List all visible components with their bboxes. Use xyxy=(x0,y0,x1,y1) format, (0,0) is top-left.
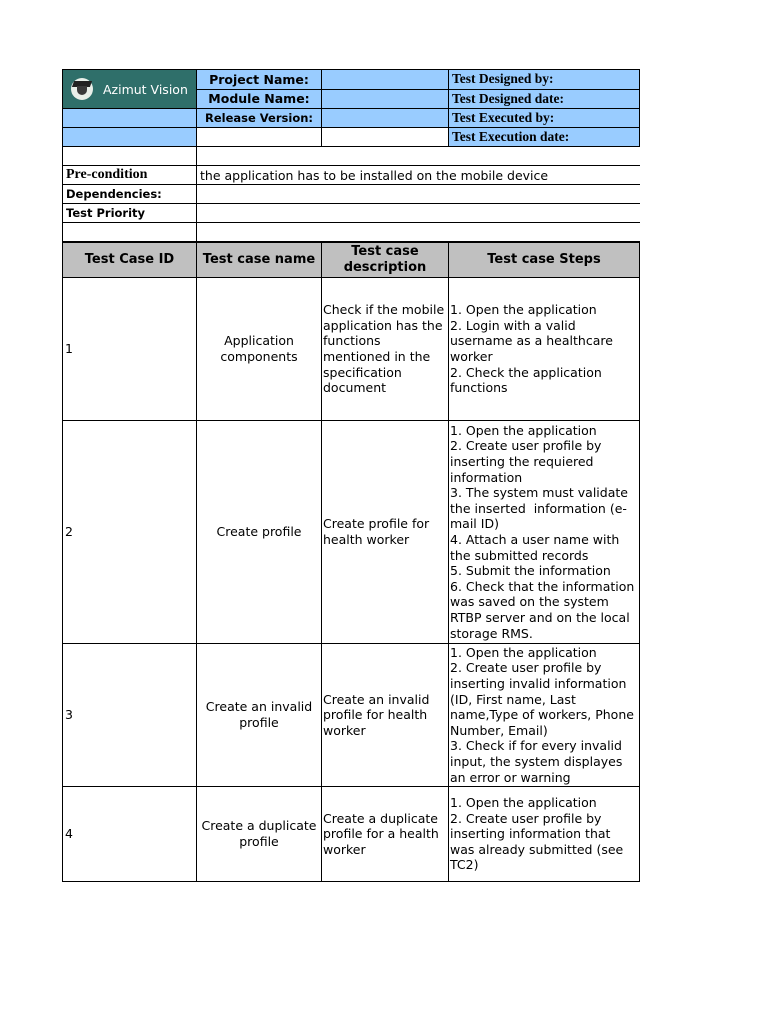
precondition-label: Pre-condition xyxy=(63,166,197,185)
empty-cell xyxy=(63,128,197,147)
test-case-description: Create an invalid profile for health worker xyxy=(322,644,449,787)
spacer-cell xyxy=(63,147,197,166)
test-case-description: Create a duplicate profile for a health worker xyxy=(322,787,449,882)
empty-cell xyxy=(197,128,322,147)
test-case-steps: 1. Open the application 2. Create user profile by inserting invalid information (ID, First name, Last name,Type of workers, Phone Number, Email) 3. Check if for every invalid input, the system displayes an error or warning xyxy=(449,644,640,787)
test-case-name: Create a duplicate profile xyxy=(197,787,322,882)
test-case-description: Create profile for health worker xyxy=(322,421,449,644)
empty-cell xyxy=(322,128,449,147)
test-executed-by-label: Test Executed by: xyxy=(449,109,640,128)
project-name-value[interactable] xyxy=(322,70,449,90)
test-case-name: Create profile xyxy=(197,421,322,644)
test-designed-date-label: Test Designed date: xyxy=(449,89,640,109)
release-version-label: Release Version: xyxy=(197,109,322,128)
module-name-label: Module Name: xyxy=(197,89,322,109)
table-row xyxy=(63,421,640,644)
test-case-sheet xyxy=(62,69,639,882)
table-row xyxy=(63,644,640,787)
test-case-steps: 1. Open the application 2. Create user profile by inserting information that was already submitted (see TC2) xyxy=(449,787,640,882)
release-version-value[interactable] xyxy=(322,109,449,128)
column-header-description: Test case description xyxy=(322,243,449,278)
spacer-cell xyxy=(197,147,640,166)
spacer-cell xyxy=(63,223,197,242)
table-row xyxy=(63,787,640,882)
logo-text: Azimut Vision xyxy=(103,81,188,97)
empty-cell xyxy=(63,109,197,128)
test-designed-by-label: Test Designed by: xyxy=(449,70,640,90)
table-row xyxy=(63,278,640,421)
test-case-id: 3 xyxy=(63,644,197,787)
info-table xyxy=(62,147,640,242)
test-case-description: Check if the mobile application has the functions mentioned in the specification document xyxy=(322,278,449,421)
test-case-id: 2 xyxy=(63,421,197,644)
module-name-value[interactable] xyxy=(322,89,449,109)
test-case-steps: 1. Open the application 2. Create user profile by inserting the requiered information 3. The system must validate the inserted information (e-mail ID) 4. Attach a user name with the submitted records 5. Submit the information 6. Check that the information was saved on the system RTBP server and on the local storage RMS. xyxy=(449,421,640,644)
column-header-steps: Test case Steps xyxy=(449,243,640,278)
test-priority-value[interactable] xyxy=(197,204,640,223)
column-header-name: Test case name xyxy=(197,243,322,278)
logo xyxy=(63,70,197,109)
test-case-name: Application components xyxy=(197,278,322,421)
test-case-steps: 1. Open the application 2. Login with a valid username as a healthcare worker 2. Check the application functions xyxy=(449,278,640,421)
graduation-cap-icon xyxy=(71,78,93,100)
dependencies-value[interactable] xyxy=(197,185,640,204)
test-case-id: 1 xyxy=(63,278,197,421)
test-case-id: 4 xyxy=(63,787,197,882)
test-execution-date-label: Test Execution date: xyxy=(449,128,640,147)
spacer-cell xyxy=(197,223,640,242)
test-case-name: Create an invalid profile xyxy=(197,644,322,787)
header-table xyxy=(62,69,640,147)
dependencies-label: Dependencies: xyxy=(63,185,197,204)
test-case-table xyxy=(62,242,640,882)
project-name-label: Project Name: xyxy=(197,70,322,90)
precondition-value[interactable]: the application has to be installed on the mobile device xyxy=(197,166,640,185)
column-header-id: Test Case ID xyxy=(63,243,197,278)
test-priority-label: Test Priority xyxy=(63,204,197,223)
